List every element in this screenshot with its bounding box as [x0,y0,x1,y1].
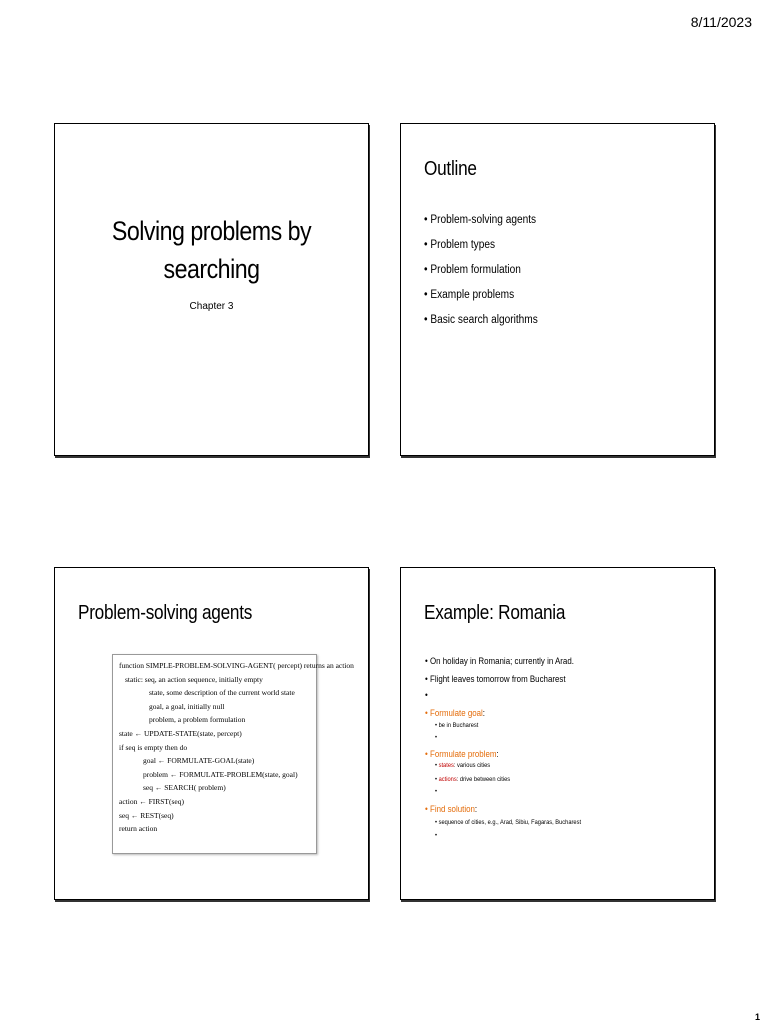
outline-item: • Problem types [424,239,538,264]
formulate-goal: • Formulate goal: [425,708,486,718]
formulate-problem: • Formulate problem: [425,749,499,759]
solution-colon: : [474,804,478,814]
problem-colon: : [496,749,499,759]
slide-1-thumbnail [54,123,369,456]
code-line: action ← FIRST(seq) [119,796,184,806]
code-line: state ← UPDATE-STATE(state, percept) [119,728,242,738]
title-line-2: searching [163,254,260,284]
page-number: 1 [754,1012,760,1022]
code-line: seq ← REST(seq) [119,810,174,820]
states-label: states [438,762,454,769]
find-solution: • Find solution: [425,804,478,814]
empty-sub-bullet [435,734,437,741]
slide-2-title: Outline [424,158,477,180]
slide-4-thumbnail [400,567,715,900]
slide-4-title: Example: Romania [424,602,566,624]
states-text: : various cities [453,762,491,769]
empty-sub-bullet [435,832,437,839]
problem-label: Formulate problem [429,749,497,759]
actions-text: : drive between cities [456,776,511,783]
code-line: function SIMPLE-PROBLEM-SOLVING-AGENT( percept) returns an action [119,661,354,670]
code-line: goal ← FORMULATE-GOAL(state) [143,756,255,766]
code-line: goal, a goal, initially null [149,701,225,711]
romania-line-2: • Flight leaves tomorrow from Bucharest [425,674,566,684]
outline-item: • Example problems [424,289,538,314]
goal-colon: : [482,708,486,718]
states-detail [435,762,490,769]
code-line: if seq is empty then do [119,742,188,752]
goal-label: Formulate goal [429,708,483,718]
title-line-1: Solving problems by [111,216,312,246]
outline-item: • Problem-solving agents [424,214,538,239]
print-date: 8/11/2023 [690,14,752,30]
outline-item: • Problem formulation [424,264,538,289]
empty-bullet: • [425,690,428,700]
slide-2-thumbnail [400,123,715,456]
solution-label: Find solution [429,804,475,814]
slide-3-title: Problem-solving agents [78,602,253,624]
code-line: static: seq, an action sequence, initially empty [125,674,263,684]
code-line: seq ← SEARCH( problem) [143,783,226,793]
empty-sub-bullet [435,788,437,795]
code-line: problem ← FORMULATE-PROBLEM(state, goal) [143,769,298,779]
pseudocode-figure [112,654,354,854]
actions-label: actions [438,776,457,783]
code-line: state, some description of the current world state [149,688,295,698]
actions-detail [435,776,510,783]
goal-detail: • be in Bucharest [435,722,478,729]
code-line: return action [119,824,158,834]
outline-list [424,214,538,339]
slide-1-title [77,212,346,288]
outline-item: • Basic search algorithms [424,314,538,339]
slide-3-thumbnail [54,567,369,900]
solution-detail: • sequence of cities, e.g., Arad, Sibiu, Fagaras, Bucharest [435,819,581,826]
code-line: problem, a problem formulation [149,715,246,725]
slide-1-subtitle: Chapter 3 [189,301,234,312]
romania-line-1: • On holiday in Romania; currently in Arad. [425,656,574,666]
